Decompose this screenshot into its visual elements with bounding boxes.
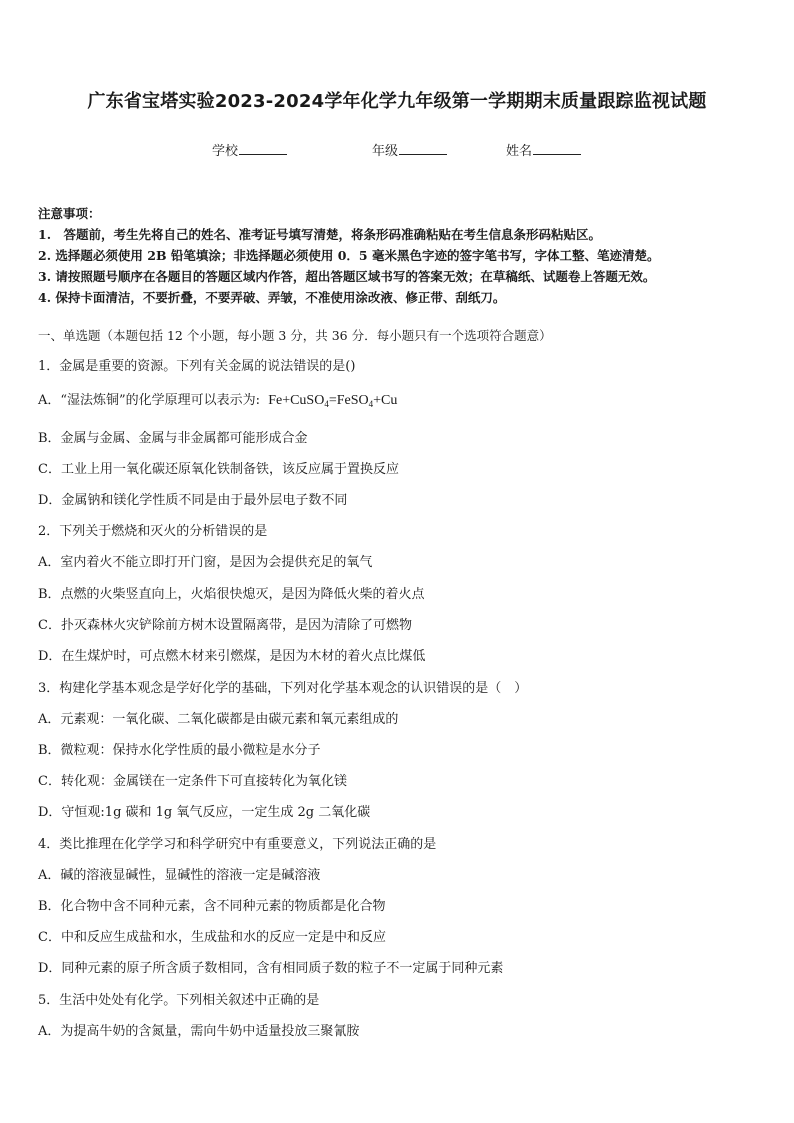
option-text: A．“湿法炼铜”的化学原理可以表示为: — [38, 393, 261, 408]
option-c: C．工业上用一氧化碳还原氧化铁制备铁，该反应属于置换反应 — [38, 462, 399, 477]
notice-item: 4. 保持卡面清洁，不要折叠，不要弄破、弄皱，不准使用涂改液、修正带、刮纸刀。 — [38, 290, 506, 305]
notice-item: 2. 选择题必须使用 2B 铅笔填涂；非选择题必须使用 0．5 毫米黑色字迹的签字笔书写，字体工整、笔迹清楚。 — [38, 248, 660, 263]
option-b: B．化合物中含不同种元素，含不同种元素的物质都是化合物 — [38, 899, 386, 914]
grade-label: 年级 — [372, 144, 399, 159]
option-a: A．室内着火不能立即打开门窗，是因为会提供充足的氧气 — [38, 555, 373, 570]
grade-field — [372, 140, 447, 159]
option-d: D．守恒观:1g 碳和 1g 氧气反应，一定生成 2g 二氧化碳 — [38, 805, 371, 820]
option-a: A．为提高牛奶的含氮量，需向牛奶中适量投放三聚氰胺 — [38, 1024, 360, 1039]
option-a — [38, 389, 397, 409]
question-stem: 5．生活中处处有化学。下列相关叙述中正确的是 — [38, 993, 320, 1008]
option-b: B．微粒观：保持水化学性质的最小微粒是水分子 — [38, 743, 321, 758]
notice-item: 3. 请按照题号顺序在各题目的答题区域内作答，超出答题区域书写的答案无效；在草稿纸、试题卷上答题无效。 — [38, 269, 656, 284]
question-stem: 3．构建化学基本观念是学好化学的基础，下列对化学基本观念的认识错误的是（ ） — [38, 681, 528, 696]
option-d: D．在生煤炉时，可点燃木材来引燃煤，是因为木材的着火点比煤低 — [38, 649, 426, 664]
page-title: 广东省宝塔实验2023-2024学年化学九年级第一学期期末质量跟踪监视试题 — [87, 91, 707, 112]
name-field — [506, 140, 581, 159]
chemical-formula: Fe+CuSO$_4$=FeSO$_4$+Cu — [268, 393, 398, 409]
option-c: C．扑灭森林火灾铲除前方树木设置隔离带，是因为清除了可燃物 — [38, 618, 412, 633]
notice-block — [38, 203, 768, 308]
option-d: D．同种元素的原子所含质子数相同，含有相同质子数的粒子不一定属于同种元素 — [38, 961, 504, 976]
name-blank[interactable] — [533, 142, 581, 155]
option-c: C．转化观：金属镁在一定条件下可直接转化为氧化镁 — [38, 774, 347, 789]
school-field — [212, 140, 287, 159]
option-b: B．点燃的火柴竖直向上，火焰很快熄灭，是因为降低火柴的着火点 — [38, 587, 425, 602]
school-blank[interactable] — [239, 142, 287, 155]
notice-heading: 注意事项： — [38, 206, 101, 221]
school-label: 学校 — [212, 144, 239, 159]
name-label: 姓名 — [506, 144, 533, 159]
grade-blank[interactable] — [399, 142, 447, 155]
option-c: C．中和反应生成盐和水，生成盐和水的反应一定是中和反应 — [38, 930, 386, 945]
option-a: A．碱的溶液显碱性，显碱性的溶液一定是碱溶液 — [38, 868, 321, 883]
notice-item: 1. 答题前，考生先将自己的姓名、准考证号填写清楚，将条形码准确粘贴在考生信息条形码粘贴区。 — [38, 227, 602, 242]
section-heading: 一、单选题（本题包括 12 个小题，每小题 3 分，共 36 分．每小题只有一个选项符合题意） — [38, 328, 552, 343]
question-stem: 4．类比推理在化学学习和科学研究中有重要意义，下列说法正确的是 — [38, 837, 437, 852]
option-d: D．金属钠和镁化学性质不同是由于最外层电子数不同 — [38, 493, 348, 508]
question-stem: 2．下列关于燃烧和灭火的分析错误的是 — [38, 524, 268, 539]
option-a: A．元素观：一氧化碳、二氧化碳都是由碳元素和氧元素组成的 — [38, 712, 399, 727]
question-stem: 1．金属是重要的资源。下列有关金属的说法错误的是() — [38, 359, 356, 374]
option-b: B．金属与金属、金属与非金属都可能形成合金 — [38, 431, 308, 446]
